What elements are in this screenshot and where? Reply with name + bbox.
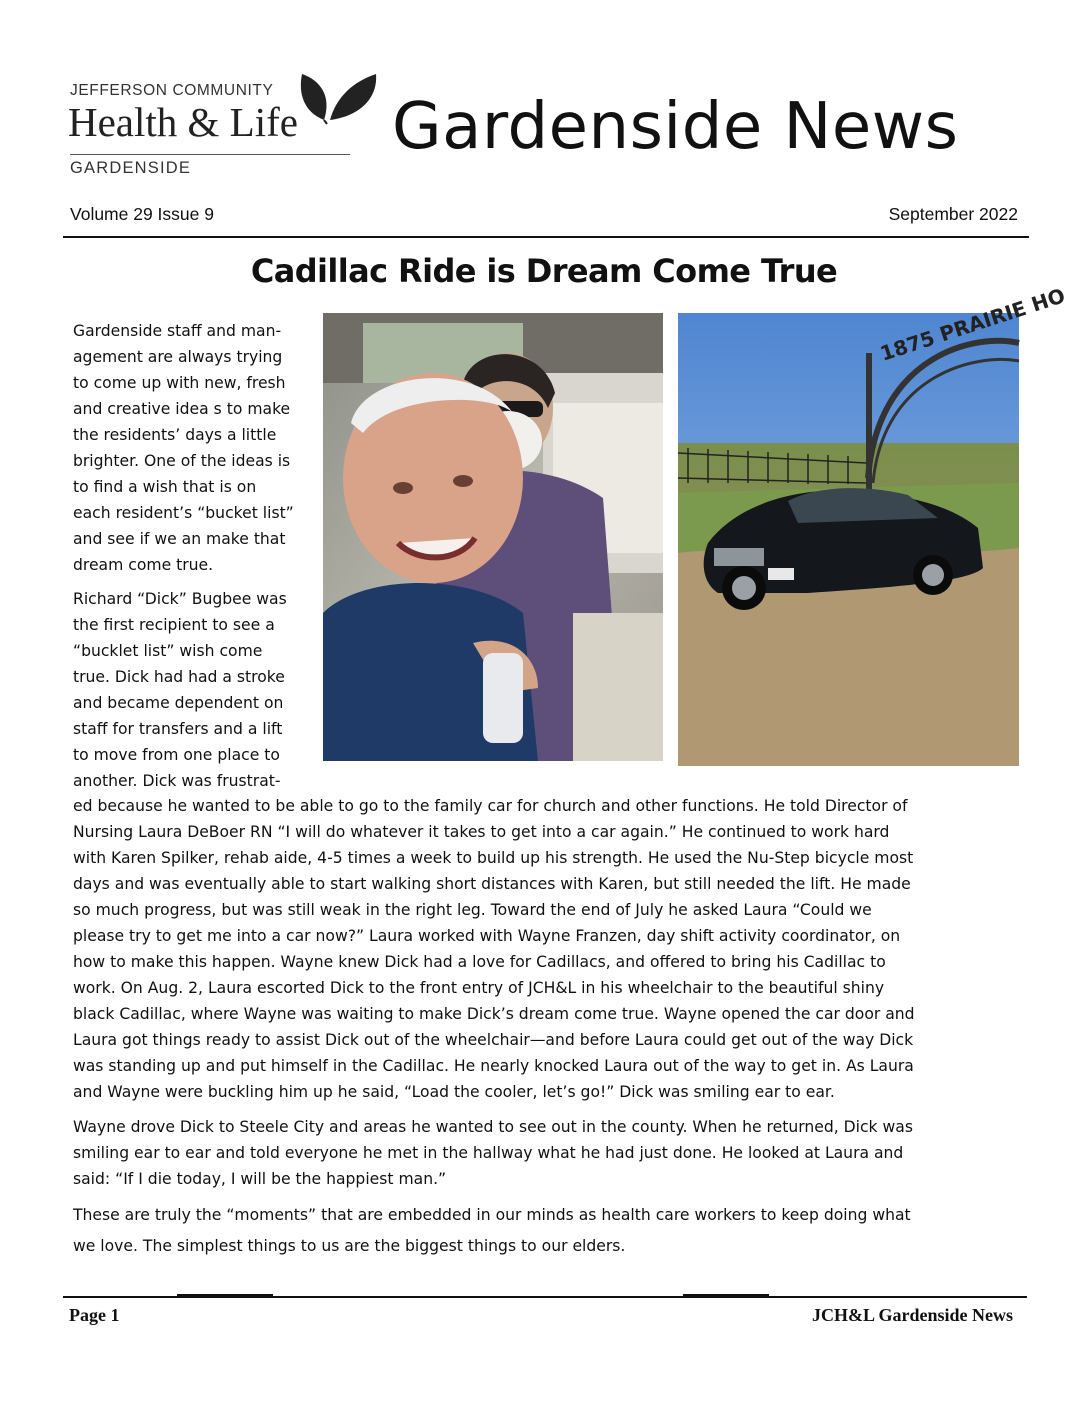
text-line: to find a wish that is on (73, 478, 257, 496)
logo-name-text: Health & Life (68, 99, 298, 145)
article-paragraph-3 (73, 1114, 1028, 1192)
text-line: work. On Aug. 2, Laura escorted Dick to the front entry of JCH&L in his wheelchair to the beautiful shiny (73, 979, 885, 997)
issue-date: September 2022 (888, 204, 1018, 224)
article-left-column (73, 318, 318, 794)
text-line: please try to get me into a car now?” Laura worked with Wayne Franzen, day shift activity coordinator, on (73, 927, 901, 945)
text-line: and creative idea s to make (73, 400, 291, 418)
text-line: and Wayne were buckling him up he said, “Load the cooler, let’s go!” Dick was smiling ear to ear. (73, 1083, 835, 1101)
logo-org-text: JEFFERSON COMMUNITY (70, 82, 274, 99)
text-line: Wayne drove Dick to Steele City and areas he wanted to see out in the county. When he returned, Dick was (73, 1118, 913, 1136)
text-line: with Karen Spilker, rehab aide, 4-5 times a week to build up his strength. He used the Nu-Step bicycle most (73, 849, 914, 867)
text-line: dream come true. (73, 556, 214, 574)
footer-title: JCH&L Gardenside News (811, 1305, 1013, 1325)
organization-logo (66, 68, 381, 183)
text-line: true. Dick had had a stroke (73, 668, 285, 686)
text-line: Richard “Dick” Bugbee was (73, 590, 287, 608)
text-line: These are truly the “moments” that are embedded in our minds as health care workers to keep doing what (73, 1206, 911, 1224)
newsletter-masthead: Gardenside News (392, 90, 959, 164)
text-line: brighter. One of the ideas is (73, 452, 291, 470)
photo-cadillac-at-gate (678, 283, 1068, 766)
text-line: to move from one place to (73, 746, 280, 764)
text-line: to come up with new, fresh (73, 374, 286, 392)
text-line: agement are always trying (73, 348, 283, 366)
article-paragraph-1 (73, 318, 318, 578)
text-line: was standing up and put himself in the Cadillac. He nearly knocked Laura out of the way to get in. As Laura (73, 1057, 914, 1075)
article-headline: Cadillac Ride is Dream Come True (250, 252, 838, 290)
footer-accent-right (683, 1294, 769, 1297)
text-line: smiling ear to ear and told everyone he met in the hallway what he had just done. He looked at Laura and (73, 1144, 904, 1162)
text-line: the residents’ days a little (73, 426, 277, 444)
article-paragraph-2-continued (73, 793, 1033, 1105)
text-line: said: “If I die today, I will be the happiest man.” (73, 1170, 447, 1188)
text-line: we love. The simplest things to us are the biggest things to our elders. (73, 1237, 626, 1255)
text-line: how to make this happen. Wayne knew Dick had a love for Cadillacs, and offered to bring his Cadillac to (73, 953, 886, 971)
header-divider (63, 236, 1029, 238)
text-line: Gardenside staff and man- (73, 322, 282, 340)
text-line: each resident’s “bucket list” (73, 504, 294, 522)
volume-issue: Volume 29 Issue 9 (70, 204, 214, 224)
article-paragraph-2-start (73, 586, 318, 794)
text-line: so much progress, but was still weak in the right leg. Toward the end of July he asked Laura “Could we (73, 901, 872, 919)
photo-resident-in-car (323, 313, 663, 761)
gate-sign-text: 1875 PRAIRIE HO (877, 283, 1068, 366)
article-paragraph-4 (73, 1200, 1028, 1262)
logo-divider (70, 154, 350, 155)
logo-sub-text: GARDENSIDE (70, 159, 192, 177)
text-line: the first recipient to see a (73, 616, 275, 634)
page-number: Page 1 (69, 1305, 120, 1325)
text-line: staff for transfers and a lift (73, 720, 283, 738)
text-line: and became dependent on (73, 694, 284, 712)
text-line: days and was eventually able to start walking short distances with Karen, but still needed the lift. He made (73, 875, 911, 893)
text-line: “bucklet list” wish come (73, 642, 263, 660)
footer-accent-left (177, 1294, 273, 1297)
text-line: and see if we an make that (73, 530, 286, 548)
leaf-icon (294, 68, 380, 124)
text-line: ed because he wanted to be able to go to the family car for church and other functions. He told Director of (73, 797, 908, 815)
text-line: black Cadillac, where Wayne was waiting to make Dick’s dream come true. Wayne opened the car door and (73, 1005, 915, 1023)
text-line: Nursing Laura DeBoer RN “I will do whatever it takes to get into a car again.” He continued to work hard (73, 823, 890, 841)
text-line: another. Dick was frustrat- (73, 772, 281, 790)
text-line: Laura got things ready to assist Dick out of the wheelchair—and before Laura could get out of the way Dick (73, 1031, 914, 1049)
